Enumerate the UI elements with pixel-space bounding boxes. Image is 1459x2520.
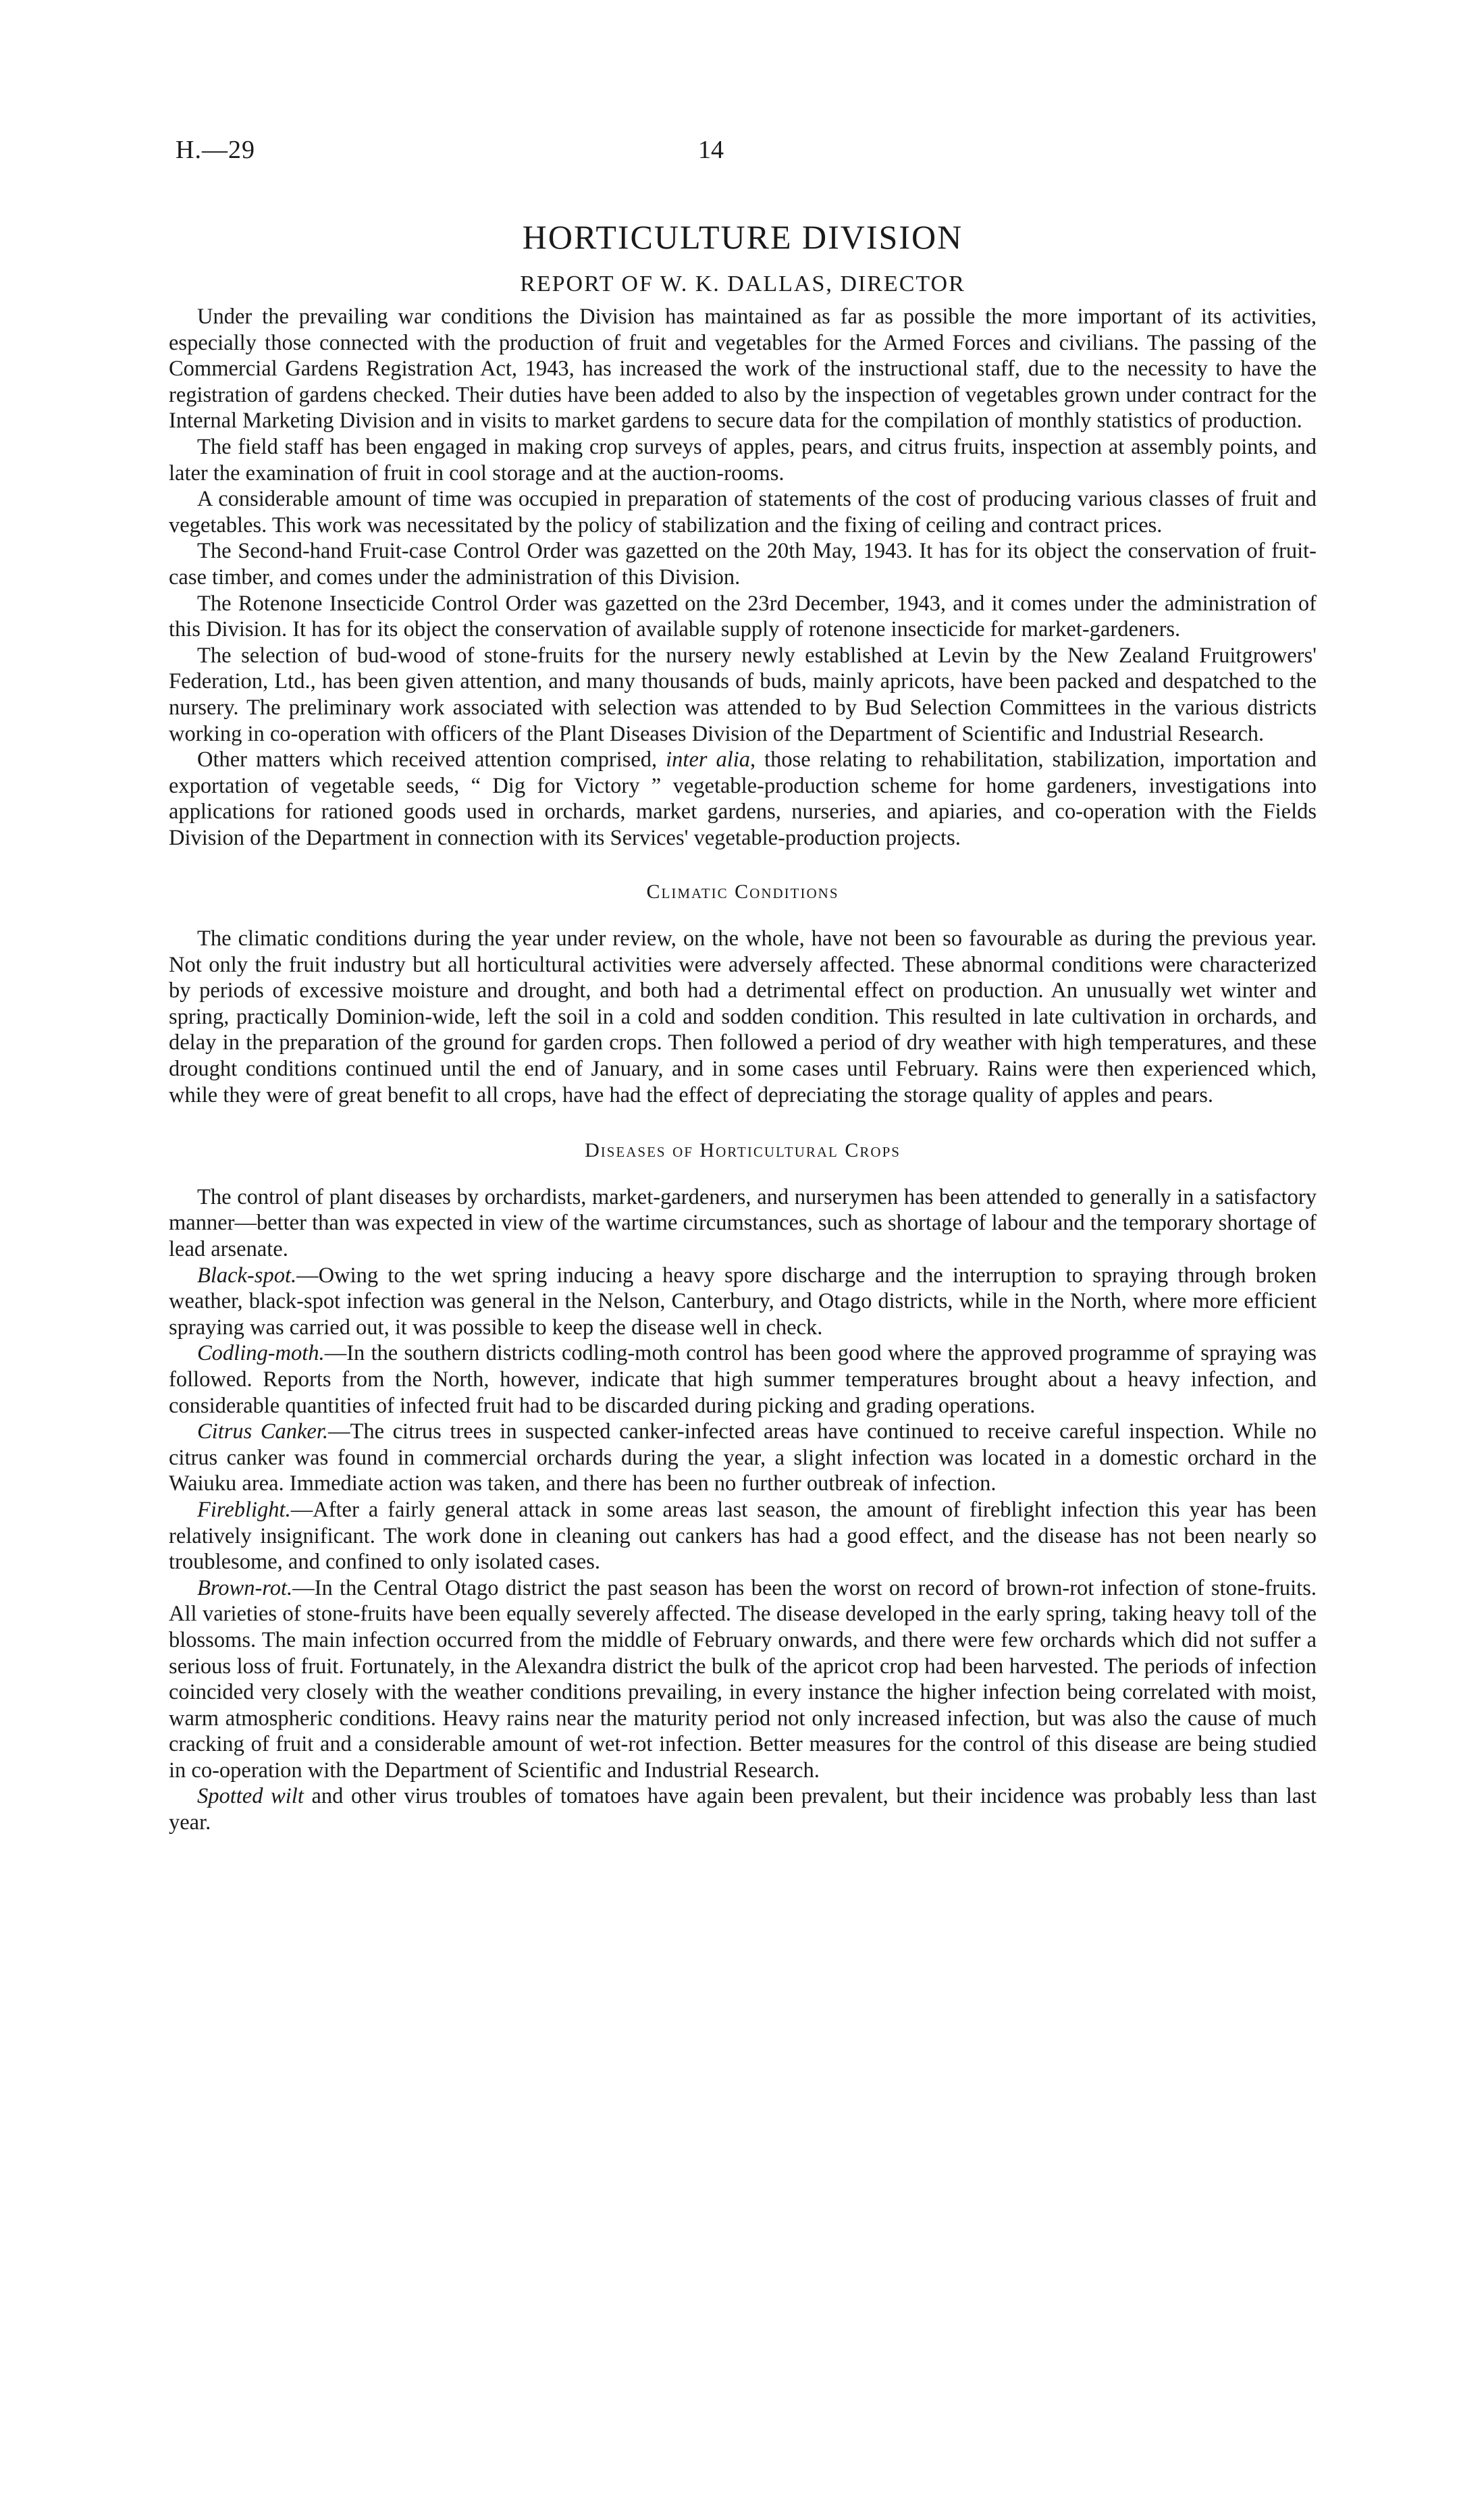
disease-term: Fireblight. (197, 1497, 291, 1522)
parliamentary-paper-reference: H.—29 (176, 136, 255, 164)
paragraph-climatic-conditions: The climatic conditions during the year under review, on the whole, have not been so favourable as during the previous year. Not only the fruit industry but all horticultural activities were adversely affected. These abnormal conditions were characterized by periods of excessive moisture and drought, and both had a detrimental effect on production. An unusually wet winter and spring, practically Dominion-wide, left the soil in a cold and sodden condition. This resulted in late cultivation in orchards, and delay in the preparation of the ground for garden crops. Then followed a period of dry weather with high temperatures, and these drought conditions continued until the end of January, and in some cases until February. Rains were then experienced which, while they were of great benefit to all crops, have had the effect of depreciating the storage quality of apples and pears. (169, 926, 1317, 1107)
paragraph-fruit-case-order: The Second-hand Fruit-case Control Order was gazetted on the 20th May, 1943. It has for its object the conservation of fruit-case timber, and comes under the administration of this Division. (169, 539, 1317, 589)
latin-phrase: inter alia (666, 747, 751, 772)
paragraph-brown-rot (169, 1575, 1317, 1784)
other-matters-text-start: Other matters which received attention comprised, (197, 747, 666, 772)
paragraph-rotenone-order: The Rotenone Insecticide Control Order was gazetted on the 23rd December, 1943, and it comes under the administration of this Division. It has for its object the conservation of available supply of rotenone insecticide for market-gardeners. (169, 591, 1317, 642)
disease-text: —In the southern districts codling-moth control has been good where the approved programme of spraying was followed. Reports from the North, however, indicate that high summer temperatures brought about a heavy infection, and considerable quantities of infected fruit had to be discarded during picking and grading operations. (169, 1341, 1317, 1418)
other-matters-text-end: , those relating to rehabilitation, stabilization, importation and exportation of vegetable seeds, “ Dig for Victory ” vegetable-production scheme for home gardeners, investigations into applications for rationed goods used in orchards, market gardens, nurseries, and apiaries, and co-operation with the Fields Division of the Department in connection with its Services' vegetable-production projects. (169, 747, 1317, 850)
division-title: HORTICULTURE DIVISION (522, 218, 963, 256)
report-body (169, 304, 1317, 1836)
disease-text: —After a fairly general attack in some areas last season, the amount of fireblight infection this year has been relatively insignificant. The work done in cleaning out cankers has had a good effect, and the disease has not been nearly so troublesome, and confined to only isolated cases. (169, 1497, 1317, 1575)
disease-text: and other virus troubles of tomatoes have again been prevalent, but their incidence was probably less than last year. (169, 1784, 1317, 1835)
diseases-heading: Diseases of Horticultural Crops (585, 1139, 901, 1162)
paragraph-wartime-activities: Under the prevailing war conditions the Division has maintained as far as possible the more important of its activities, especially those connected with the production of fruit and vegetables for the Armed Forces and civilians. The passing of the Commercial Gardens Registration Act, 1943, has increased the work of the instructional staff, due to the necessity to have the registration of gardens checked. Their duties have been added to also by the inspection of vegetables grown under contract for the Internal Marketing Division and in visits to market gardens to secure data for the compilation of monthly statistics of production. (169, 305, 1317, 434)
disease-text: —The citrus trees in suspected canker-infected areas have continued to receive careful inspection. While no citrus canker was found in commercial orchards during the year, a slight infection was located in a domestic orchard in the Waiuku area. Immediate action was taken, and there has been no further outbreak of infection. (169, 1419, 1317, 1496)
paragraph-fireblight (169, 1497, 1317, 1575)
disease-text: —Owing to the wet spring inducing a heavy spore discharge and the interruption to spraying through broken weather, black-spot infection was general in the Nelson, Canterbury, and Otago districts, while in the North, where more efficient spraying was carried out, it was possible to keep the disease well in check. (169, 1263, 1317, 1340)
disease-text: —In the Central Otago district the past season has been the worst on record of brown-rot infection of stone-fruits. All varieties of stone-fruits have been equally severely affected. The disease developed in the early spring, taking heavy toll of the blossoms. The main infection occurred from the middle of February onwards, and there were few orchards which did not suffer a serious loss of fruit. Fortunately, in the Alexandra district the bulk of the apricot crop had been harvested. The periods of infection coincided very closely with the weather conditions prevailing, in every instance the higher infection being correlated with moist, warm atmospheric conditions. Heavy rains near the maturity period not only increased infection, but was also the cause of much cracking of fruit and a considerable amount of wet-rot infection. Better measures for the control of this disease are being studied in co-operation with the Department of Scientific and Industrial Research. (169, 1575, 1317, 1783)
disease-term: Spotted wilt (197, 1784, 304, 1809)
climatic-conditions-heading: Climatic Conditions (646, 881, 839, 903)
paragraph-disease-control: The control of plant diseases by orchardists, market-gardeners, and nurserymen has been attended to generally in a satisfactory manner—better than was expected in view of the wartime circumstances, such as shortage of labour and the temporary shortage of lead arsenate. (169, 1184, 1317, 1261)
paragraph-cost-statements: A considerable amount of time was occupied in preparation of statements of the cost of producing various classes of fruit and vegetables. This work was necessitated by the policy of stabilization and the fixing of ceiling and contract prices. (169, 487, 1317, 537)
page-number: 14 (698, 136, 724, 164)
paragraph-field-staff: The field staff has been engaged in making crop surveys of apples, pears, and citrus fruits, inspection at assembly points, and later the examination of fruit in cool storage and at the auction-rooms. (169, 434, 1317, 485)
disease-term: Black-spot. (197, 1263, 297, 1288)
paragraph-bud-wood-selection: The selection of bud-wood of stone-fruits for the nursery newly established at Levin by the New Zealand Fruitgrowers' Federation, Ltd., has been given attention, and many thousands of buds, mainly apricots, have been packed and despatched to the nursery. The preliminary work associated with selection was attended to by Bud Selection Committees in the various districts working in co-operation with officers of the Plant Diseases Division of the Department of Scientific and Industrial Research. (169, 643, 1317, 746)
disease-term: Brown-rot. (197, 1575, 293, 1600)
paragraph-citrus-canker (169, 1419, 1317, 1497)
paragraph-other-matters (169, 747, 1317, 851)
paragraph-spotted-wilt (169, 1783, 1317, 1835)
paragraph-black-spot (169, 1263, 1317, 1341)
report-subtitle: REPORT OF W. K. DALLAS, DIRECTOR (520, 271, 965, 296)
disease-term: Codling-moth. (197, 1341, 325, 1366)
paragraph-codling-moth (169, 1340, 1317, 1419)
disease-term: Citrus Canker. (197, 1419, 329, 1444)
running-header (169, 135, 1317, 176)
